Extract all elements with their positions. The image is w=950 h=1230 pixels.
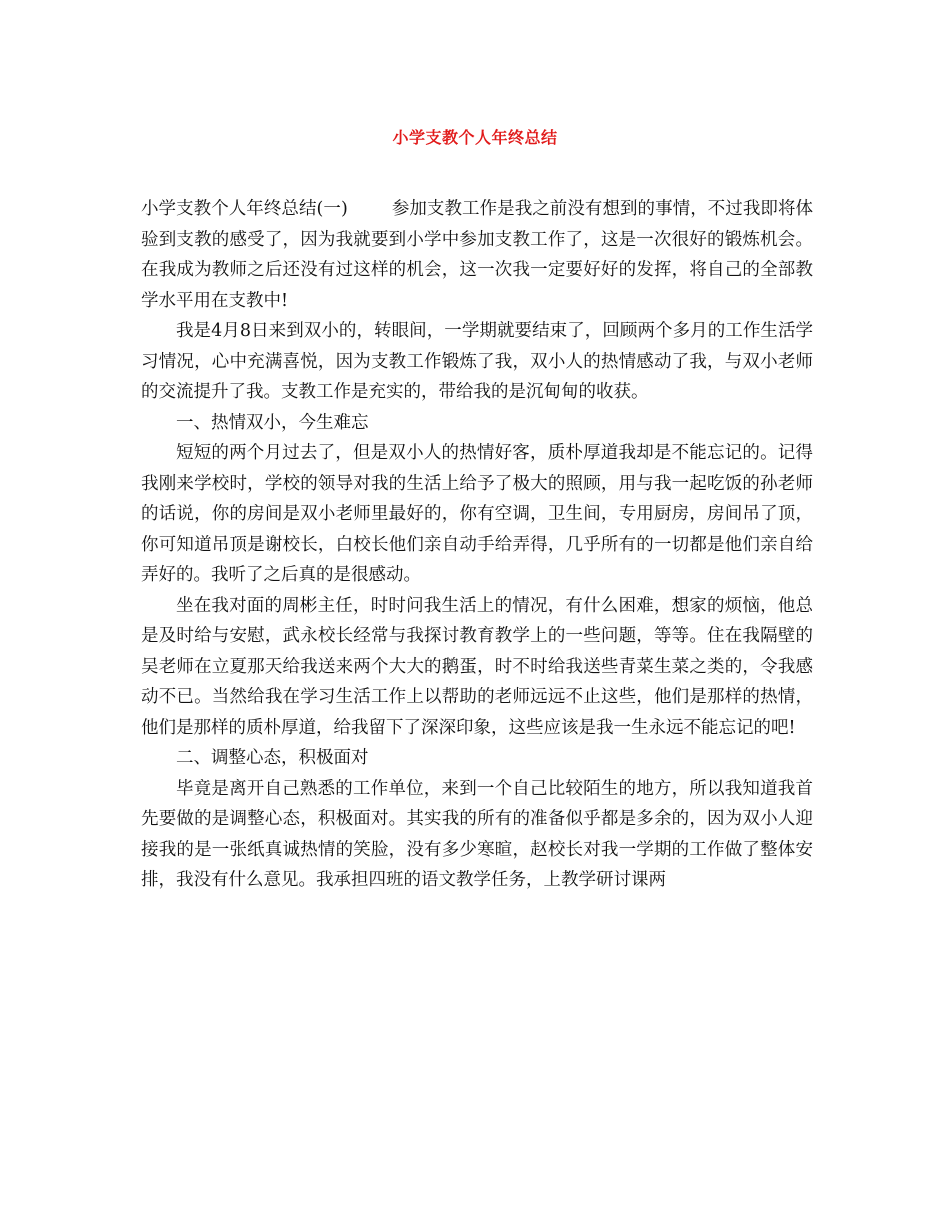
document-title: 小学支教个人年终总结: [392, 128, 558, 147]
paragraph-4: 坐在我对面的周彬主任，时时问我生活上的情况，有什么困难，想家的烦恼，他总是及时给与安慰，武永校长经常与我探讨教育教学上的一些问题，等等。住在我隔壁的吴老师在立夏那天给我送来两个大大的鹅蛋，时不时给我送些青菜生菜之类的，令我感动不已。当然给我在学习生活工作上以帮助的老师远远不止这些，他们是那样的热情，他们是那样的质朴厚道，给我留下了深深印象，这些应该是我一生永远不能忘记的吧!: [141, 595, 813, 738]
intro-paragraph: [141, 194, 813, 316]
intro-heading: 小学支教个人年终总结(一): [141, 199, 348, 219]
paragraph-1: 参加支教工作是我之前没有想到的事情，不过我即将体验到支教的感受了，因为我就要到小学中参加支教工作了，这是一次很好的锻炼机会。在我成为教师之后还没有过这样的机会，这一次我一定要好好的发挥，将自己的全部教学水平用在支教中!: [141, 199, 814, 311]
paragraph-3: 短短的两个月过去了，但是双小人的热情好客，质朴厚道我却是不能忘记的。记得我刚来学校时，学校的领导对我的生活上给予了极大的照顾，用与我一起吃饭的孙老师的话说，你的房间是双小老师里最好的，你有空调，卫生间，专用厨房，房间吊了顶，你可知道吊顶是谢校长，白校长他们亲自动手给弄得，几乎所有的一切都是他们亲自给弄好的。我听了之后真的是很感动。: [141, 443, 813, 585]
paragraph-2: 我是4月8日来到双小的，转眼间，一学期就要结束了，回顾两个多月的工作生活学习情况，心中充满喜悦，因为支教工作锻炼了我，双小人的热情感动了我，与双小老师的交流提升了我。支教工作是充实的，带给我的是沉甸甸的收获。: [141, 321, 813, 402]
document-body: [141, 194, 813, 896]
paragraph-5: 毕竟是离开自己熟悉的工作单位，来到一个自己比较陌生的地方，所以我知道我首先要做的是调整心态，积极面对。其实我的所有的准备似乎都是多余的，因为双小人迎接我的是一张纸真诚热情的笑脸，没有多少寒暄，赵校长对我一学期的工作做了整体安排，我没有什么意见。我承担四班的语文教学任务，上教学研讨课两: [141, 778, 813, 890]
section-heading-2: 二、调整心态，积极面对: [176, 748, 369, 768]
section-heading-1: 一、热情双小，今生难忘: [176, 412, 369, 433]
